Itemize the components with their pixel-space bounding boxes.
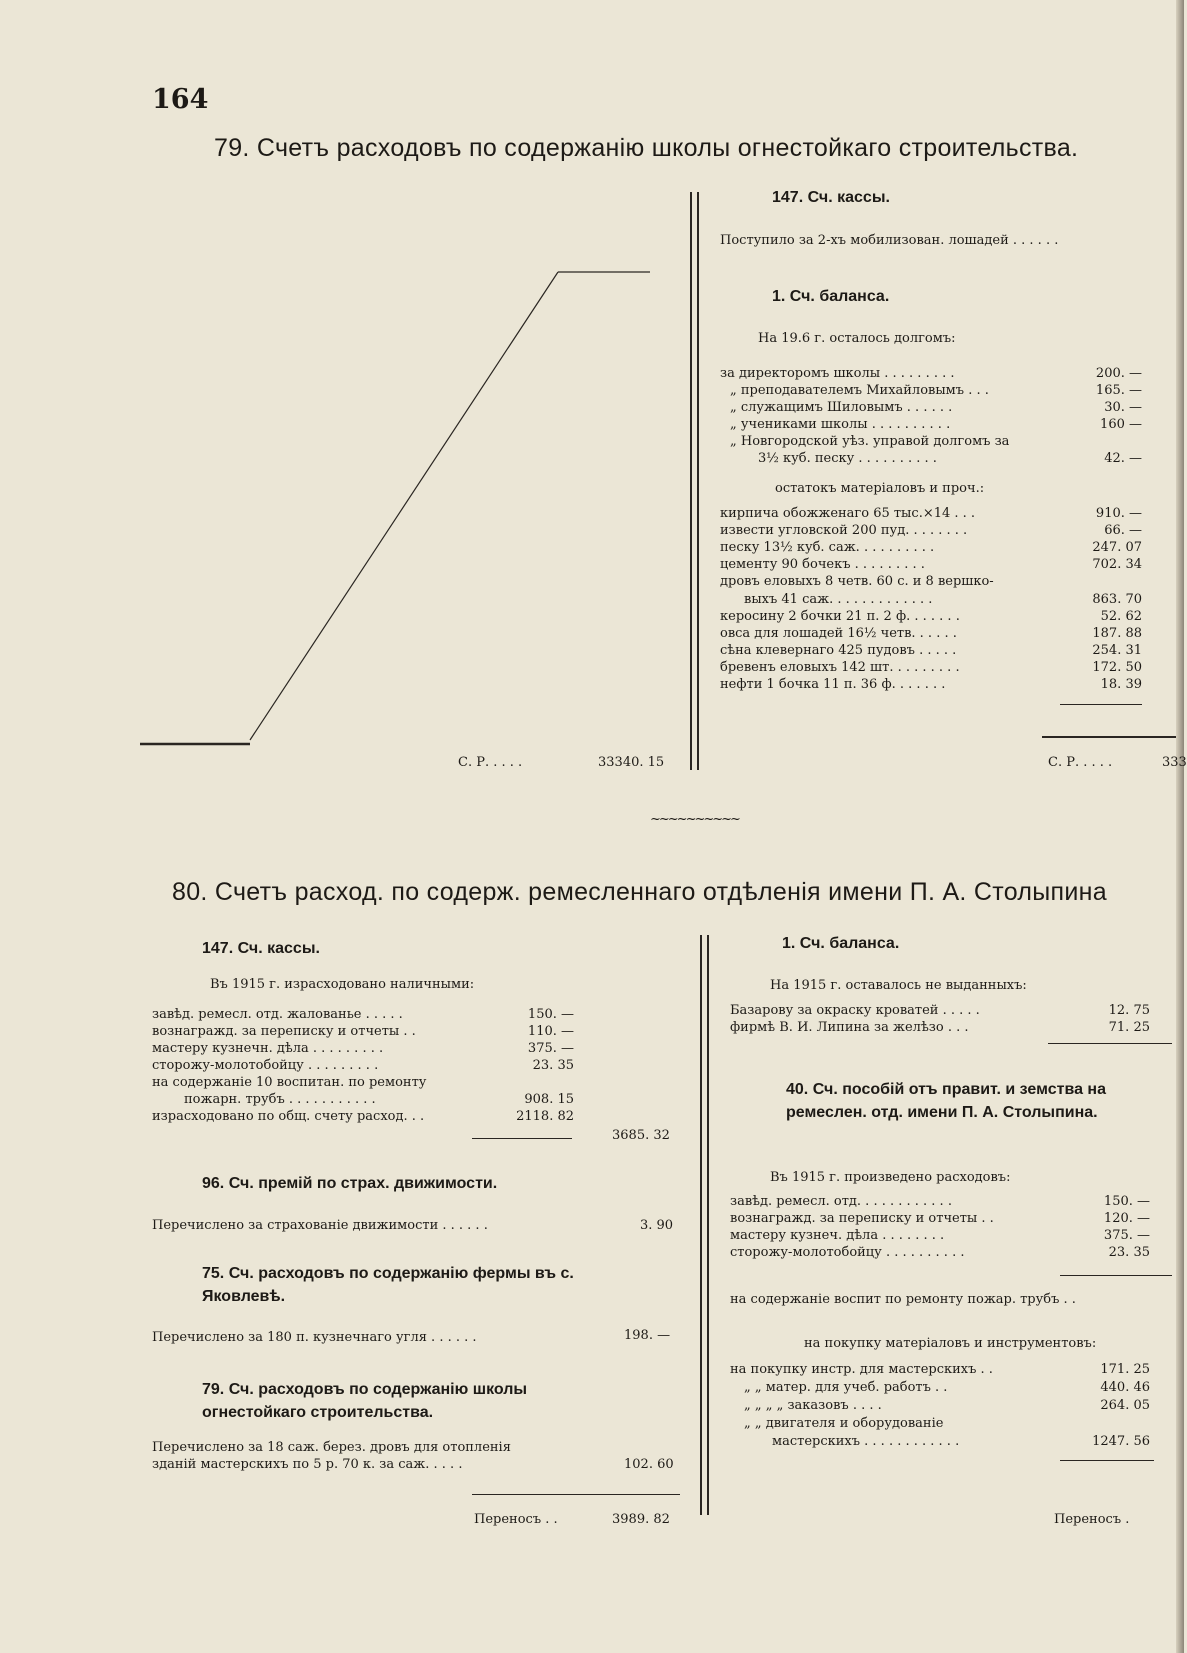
s79-material-row: извести угловской 200 пуд. . . . . . . . 66. — [720,523,1142,538]
s80-posobiy-row: вознагражд. за переписку и отчеты . . 120. — [730,1211,1150,1226]
s80-kassa-row: пожарн. трубъ . . . . . . . . . . . 908. 15 [184,1092,574,1107]
s80-purchase-intro: на покупку матеріаловъ и инструментовъ: [804,1336,1097,1351]
s80-purchase-row: „ „ двигателя и оборудованіе [744,1416,944,1431]
cancel-diagonal [140,262,660,752]
s79-material-row: нефти 1 бочка 11 п. 36 ф. . . . . . . 18. 39 [720,677,1142,692]
s80-school-heading: 79. Сч. расходовъ по содержанію школы огнестойкаго строительства. [202,1381,528,1421]
s79-debt-row: „ служащимъ Шиловымъ . . . . . . 30. — [730,400,1142,415]
s80-carry-label: Переносъ . . [474,1512,558,1527]
s80-purchase-row: на покупку инстр. для мастерскихъ . . 171. 25 [730,1362,1150,1377]
s80-divider-2 [707,935,709,1515]
s80-premiy-line: Перечислено за страхованіе движимости . . . . . . [152,1218,488,1233]
s80-repair-line: на содержаніе воспит по ремонту пожар. трубъ . . [730,1292,1076,1307]
s80-posobiy-row: сторожу-молотобойцу . . . . . . . . . . 23. 35 [730,1245,1150,1260]
s79-debit-total-label: С. Р. . . . . [458,755,523,770]
s80-kassa-row: сторожу-молотобойцу . . . . . . . . . 23. 35 [152,1058,574,1073]
s79-debt-row: „ учениками школы . . . . . . . . . . 160 — [730,417,1142,432]
s80-posobiy-heading: 40. Сч. пособій отъ правит. и земства на ремеслен. отд. имени П. А. Столыпина. [786,1081,1106,1121]
s80-posobiy-intro: Въ 1915 г. произведено расходовъ: [770,1170,1011,1185]
s80-kassa-intro: Въ 1915 г. израсходовано наличными: [210,977,475,992]
s79-kassa-line: Поступило за 2-хъ мобилизован. лошадей . . . . . . [720,233,1059,248]
s80-kassa-heading: 147. Сч. кассы. [202,940,320,957]
page-number: 164 [152,84,209,115]
page-edge [1176,0,1184,1653]
s79-divider-1 [690,192,692,770]
ornament-divider: ~~~~~~~~~~ [650,812,739,827]
s79-material-row: песку 13½ куб. саж. . . . . . . . . . 247. 07 [720,540,1142,555]
s80-carry-rule [472,1494,680,1495]
s79-material-row: керосину 2 бочки 21 п. 2 ф. . . . . . . 52. 62 [720,609,1142,624]
s79-material-row: дровъ еловыхъ 8 четв. 60 с. и 8 вершко- [720,574,994,589]
s80-posobiy-row: мастеру кузнеч. дѣла . . . . . . . . 375. — [730,1228,1150,1243]
s79-material-row: кирпича обожженаго 65 тыс.×14 . . . 910. — [720,506,1142,521]
s80-balance-row: Базарову за окраску кроватей . . . . . 12. 75 [730,1003,1150,1018]
s80-carry-value: 3989. 82 [612,1512,670,1527]
s80-kassa-row: израсходовано по общ. счету расход. . . 2118. 82 [152,1109,574,1124]
s79-debt-row: 3½ куб. песку . . . . . . . . . . 42. — [758,451,1142,466]
s80-kassa-rule [472,1138,572,1139]
s80-kassa-total: 3685. 32 [612,1128,670,1143]
s79-debt-row: за директоромъ школы . . . . . . . . . 200. — [720,366,1142,381]
s79-material-row: овса для лошадей 16½ четв. . . . . . 187. 88 [720,626,1142,641]
s80-right-carry-label: Переносъ . [1054,1512,1130,1527]
s79-material-row: выхъ 41 саж. . . . . . . . . . . . . 863. 70 [744,592,1142,607]
s80-ferma-value: 198. — [624,1328,671,1343]
s80-purchase-row: мастерскихъ . . . . . . . . . . . . 1247. 56 [772,1434,1150,1449]
s79-total-rule [1042,736,1176,738]
s80-ferma-line: Перечислено за 180 п. кузнечнаго угля . . . . . . [152,1330,477,1345]
s79-kassa-heading: 147. Сч. кассы. [772,189,890,206]
s79-credit-total-label: С. Р. . . . . [1048,755,1113,770]
s80-purchase-row: „ „ матер. для учеб. работъ . . 440. 46 [744,1380,1150,1395]
s79-materials-intro: остатокъ матеріаловъ и проч.: [775,481,985,496]
s80-ferma-heading: 75. Сч. расходовъ по содержанію фермы въ с. Яковлевѣ. [202,1265,574,1305]
s79-divider-2 [697,192,699,770]
s80-kassa-row: на содержаніе 10 воспитан. по ремонту [152,1075,427,1090]
s79-balance-intro: На 19.6 г. осталось долгомъ: [758,331,956,346]
s79-balance-heading: 1. Сч. баланса. [772,288,890,305]
s80-school-line-2: зданій мастерскихъ по 5 р. 70 к. за саж. . . . . [152,1457,463,1472]
s79-sum-rule [1060,704,1142,705]
s80-posobiy-row: завѣд. ремесл. отд. . . . . . . . . . . . 150. — [730,1194,1150,1209]
s80-balance-heading: 1. Сч. баланса. [782,935,900,952]
s80-posobiy-rule [1060,1275,1172,1276]
s80-purchase-row: „ „ „ „ заказовъ . . . . 264. 05 [744,1398,1150,1413]
s80-balance-row: фирмѣ В. И. Липина за желѣзо . . . 71. 25 [730,1020,1150,1035]
s80-purchase-rule [1060,1460,1154,1461]
section-80-title: 80. Счетъ расход. по содерж. ремесленнаго отдѣленія имени П. А. Столыпина [172,878,1107,906]
s79-credit-total-value: 333 [1162,755,1187,770]
s79-debit-total-value: 33340. 15 [598,755,665,770]
s79-debt-row: „ Новгородской уѣз. управой долгомъ за [730,434,1010,449]
s79-material-row: сѣна клевернаго 425 пудовъ . . . . . 254. 31 [720,643,1142,658]
s80-kassa-row: вознагражд. за переписку и отчеты . . 110. — [152,1024,574,1039]
s80-school-value: 102. 60 [624,1457,674,1472]
s79-debt-row: „ преподавателемъ Михайловымъ . . . 165. — [730,383,1142,398]
s80-balance-intro: На 1915 г. оставалось не выданныхъ: [770,978,1027,993]
s79-material-row: цементу 90 бочекъ . . . . . . . . . 702. 34 [720,557,1142,572]
s80-kassa-row: завѣд. ремесл. отд. жалованье . . . . . 150. — [152,1007,574,1022]
s80-kassa-row: мастеру кузнечн. дѣла . . . . . . . . . 375. — [152,1041,574,1056]
section-79-title: 79. Счетъ расходовъ по содержанію школы огнестойкаго строительства. [214,134,1079,162]
s80-divider-1 [700,935,702,1515]
s79-material-row: бревенъ еловыхъ 142 шт. . . . . . . . . 172. 50 [720,660,1142,675]
s80-premiy-heading: 96. Сч. премій по страх. движимости. [202,1175,498,1192]
s80-school-line-1: Перечислено за 18 саж. берез. дровъ для отопленія [152,1440,511,1455]
s80-balance-rule [1048,1043,1172,1044]
s80-premiy-value: 3. 90 [640,1218,674,1233]
